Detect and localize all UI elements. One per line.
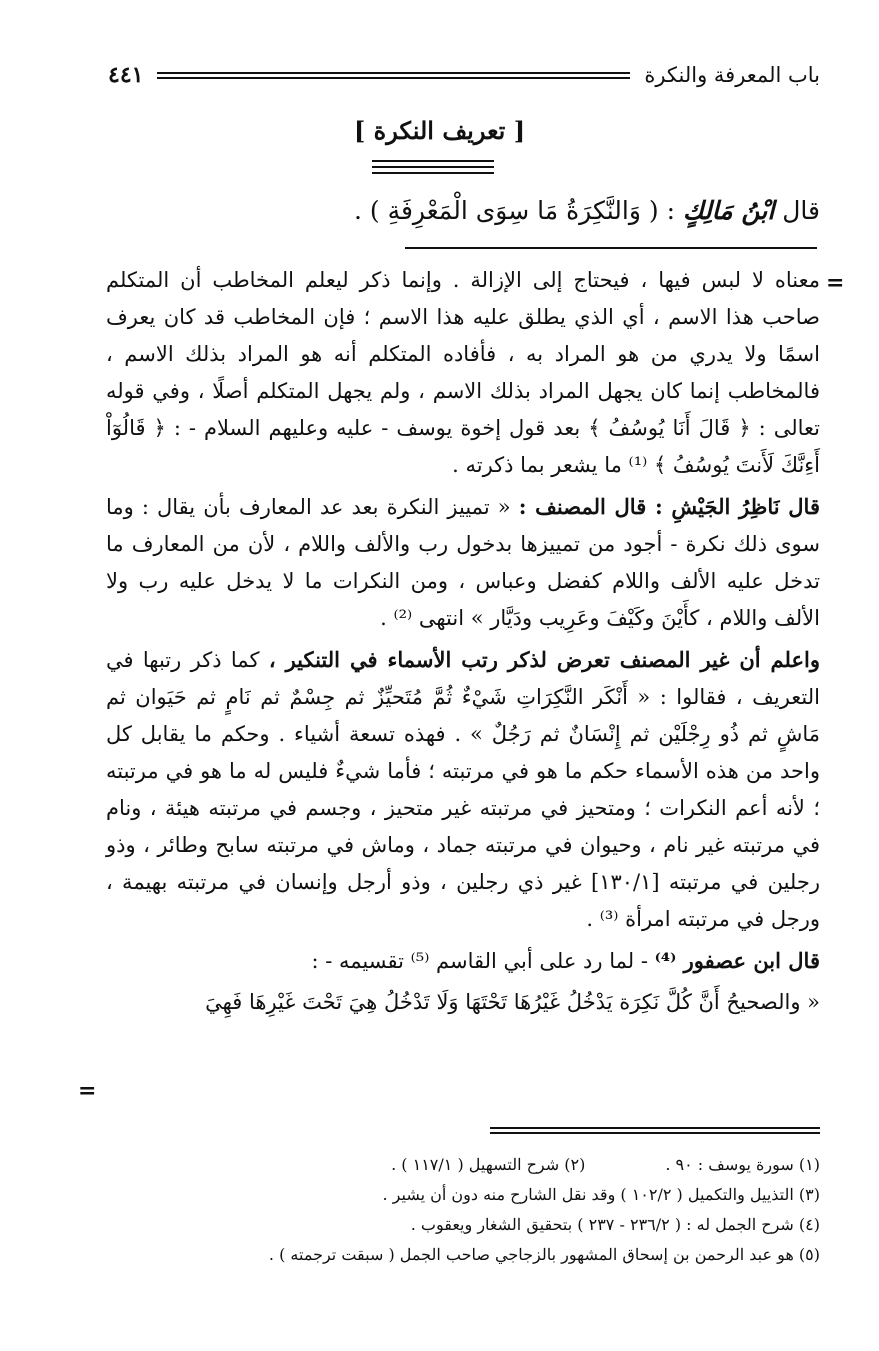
footnote-5: (٥) هو عبد الرحمن بن إسحاق المشهور بالزجاجي صاحب الجمل ( سبقت ترجمته ) .: [268, 1245, 820, 1264]
paragraph-lead: قال ابن عصفور ⁽⁴⁾: [654, 948, 820, 973]
paragraph: [106, 641, 820, 938]
paragraph-text: - لما رد على أبي القاسم ⁽⁵⁾ تقسيمه - :: [311, 949, 648, 973]
quote-author: ابْنُ مَالِكٍ: [682, 196, 775, 225]
continuation-mark-end: =: [78, 1078, 97, 1104]
footnote-row: [150, 1150, 820, 1180]
footnote-2: (٢) شرح التسهيل ( ١١٧/١ ) .: [391, 1155, 586, 1174]
footnotes: [150, 1150, 820, 1270]
header-rule: [157, 72, 630, 79]
footnote-4: (٤) شرح الجمل له : ( ٢٣٦/٢ - ٢٣٧ ) بتحقيق الشغار ويعقوب .: [410, 1215, 820, 1234]
title-underline: [372, 160, 494, 178]
paragraph: [106, 488, 820, 637]
paragraph-lead: قال نَاظِرُ الجَيْشِ : قال المصنف :: [518, 494, 820, 519]
paragraph-lead: واعلم أن غير المصنف تعرض لذكر رتب الأسماء في التنكير ،: [268, 647, 820, 672]
paragraph: [106, 984, 820, 1021]
body-text: [106, 262, 820, 1025]
paragraph-text: معناه لا لبس فيها ، فيحتاج إلى الإزالة . وإنما ذكر ليعلم المخاطب أن المتكلم صاحب هذا الاسم ، أي الذي يطلق عليه هذا الاسم ؛ فإن المخاطب قد كان يعرف اسمًا ولا يدري من هو المراد به ، فأفاده المتكلم أنه هو المراد بذلك الاسم ، فالمخاطب إنما كان يجهل المراد بذلك الاسم ، ولم يجهل المتكلم أصلًا ، وفي قوله تعالى : ﴿ قَالَ أَنَا يُوسُفُ ﴾ بعد قول إخوة يوسف - عليه وعليهم السلام - : ﴿ قَالُوٓاْ أَءِنَّكَ لَأَنتَ يُوسُفُ ﴾ ⁽¹⁾ ما يشعر بما ذكرته .: [106, 268, 820, 477]
page-header: [108, 58, 820, 92]
footnote-1: (١) سورة يوسف : ٩٠ .: [665, 1155, 820, 1174]
paragraph-text: « والصحيحُ أَنَّ كُلَّ نَكِرَة يَدْخُلُ غَيْرُهَا تَحْتَهَا وَلَا تَدْخُلُ هِيَ تَحْتَ غَيْرِهَا فَهِيَ: [205, 990, 820, 1014]
paragraph-text: كما ذكر رتبها في التعريف ، فقالوا : « أَنْكَر النَّكِرَاتِ شَيْءٌ ثُمَّ مُتَحيِّزٌ ثم جِسْمٌ ثم نَامٍ ثم حَيَوان ثم مَاشٍ ثم ذُو رِجْلَيْن ثم إِنْسَانٌ ثم رَجُلٌ » . فهذه تسعة أشياء . وحكم ما يقابل كل واحد من هذه الأسماء حكم ما هو في مرتبته ؛ فأما شيءٌ فليس له ما هو في مرتبته ؛ لأنه أعم النكرات ؛ ومتحيز في مرتبته غير متحيز ، وجسم في مرتبته هيئة ، ونام في مرتبته غير نام ، وحيوان في مرتبته جماد ، وماش في مرتبته سابح وطائر ، وذو رجلين في مرتبته [١٣٠/١] غير ذي رجلين ، وذو أرجل وإنسان في مرتبته بهيمة ، ورجل في مرتبته امرأة ⁽³⁾ .: [106, 648, 820, 931]
quote-text: : ( وَالنَّكِرَةُ مَا سِوَى الْمَعْرِفَةِ ) .: [353, 196, 676, 225]
quote-rule: [405, 247, 817, 249]
footnote-3: (٣) التذييل والتكميل ( ١٠٢/٢ ) وقد نقل الشارح منه دون أن يشير .: [382, 1185, 820, 1204]
quote-prefix: قال: [782, 196, 820, 225]
paragraph: [106, 942, 820, 980]
paragraph-text: « تمييز النكرة بعد عد المعارف بأن يقال : وما سوى ذلك نكرة - أجود من تمييزها بدخول رب والألف واللام ، لأن من المعارف ما تدخل عليه الألف واللام كفضل وعباس ، ومن النكرات ما لا يدخل عليه رب ولا الألف واللام ، كأَيْنَ وكَيْفَ وعَرِيب ودَيَّار » انتهى ⁽²⁾ .: [106, 495, 820, 630]
paragraph: [106, 262, 820, 484]
chapter-title: باب المعرفة والنكرة: [644, 63, 820, 87]
section-title: [ تعريف النكرة ]: [353, 116, 526, 145]
footnote-rule: [490, 1127, 820, 1137]
matn-quote: [260, 196, 820, 225]
continuation-mark-start: =: [826, 270, 845, 296]
page-number: ٤٤١: [108, 62, 144, 88]
